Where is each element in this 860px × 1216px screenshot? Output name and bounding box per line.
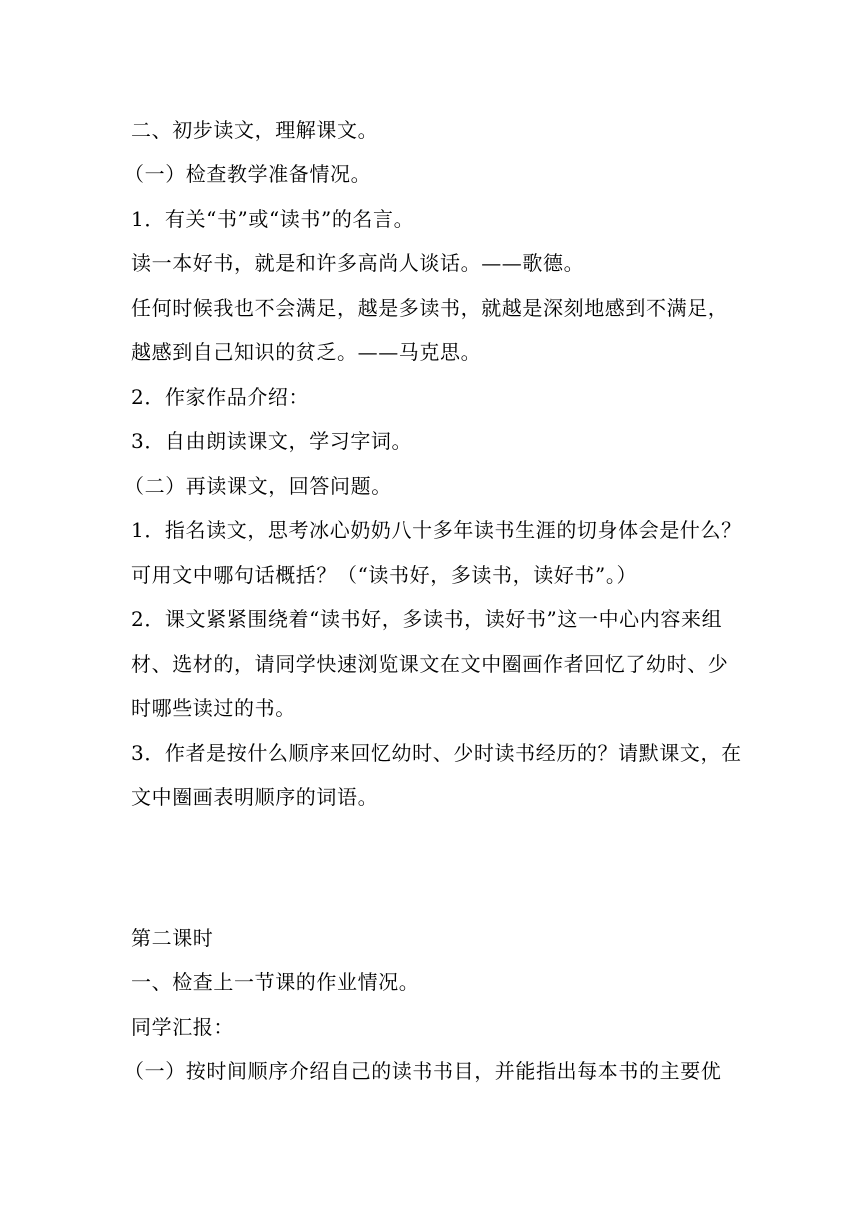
subsection-heading: （一）检查教学准备情况。 [124,162,372,186]
paragraph-line: 文中圈画表明顺序的词语。 [131,785,379,809]
list-item: 2．课文紧紧围绕着“读书好，多读书，读好书”这一中心内容来组 [131,607,723,631]
paragraph-line: 材、选材的，请同学快速浏览课文在文中圈画作者回忆了幼时、少 [131,652,729,676]
paragraph-line: 时哪些读过的书。 [131,696,296,720]
list-item: 3．作者是按什么顺序来回忆幼时、少时读书经历的？请默课文，在 [131,741,742,765]
section-heading: 二、初步读文，理解课文。 [131,118,379,142]
subsection-heading: （二）再读课文，回答问题。 [124,474,392,498]
paragraph-line: 可用文中哪句话概括？（“读书好，多读书，读好书”。） [131,563,638,587]
paragraph-line: 同学汇报： [131,1015,234,1039]
section-heading: 一、检查上一节课的作业情况。 [131,970,420,994]
list-item: 3．自由朗读课文，学习字词。 [131,429,413,453]
list-item: 1．指名读文，思考冰心奶奶八十多年读书生涯的切身体会是什么？ [131,518,742,542]
quote-line: 任何时候我也不会满足，越是多读书，就越是深刻地感到不满足， [131,296,729,320]
quote-line: 越感到自己知识的贫乏。——马克思。 [131,340,482,364]
quote-line: 读一本好书，就是和许多高尚人谈话。——歌德。 [131,251,585,275]
lesson-heading: 第二课时 [131,926,214,950]
subsection-heading: （一）按时间顺序介绍自己的读书书目，并能指出每本书的主要优 [124,1059,722,1083]
list-item: 1．有关“书”或“读书”的名言。 [131,207,415,231]
list-item: 2．作家作品介绍： [131,385,310,409]
